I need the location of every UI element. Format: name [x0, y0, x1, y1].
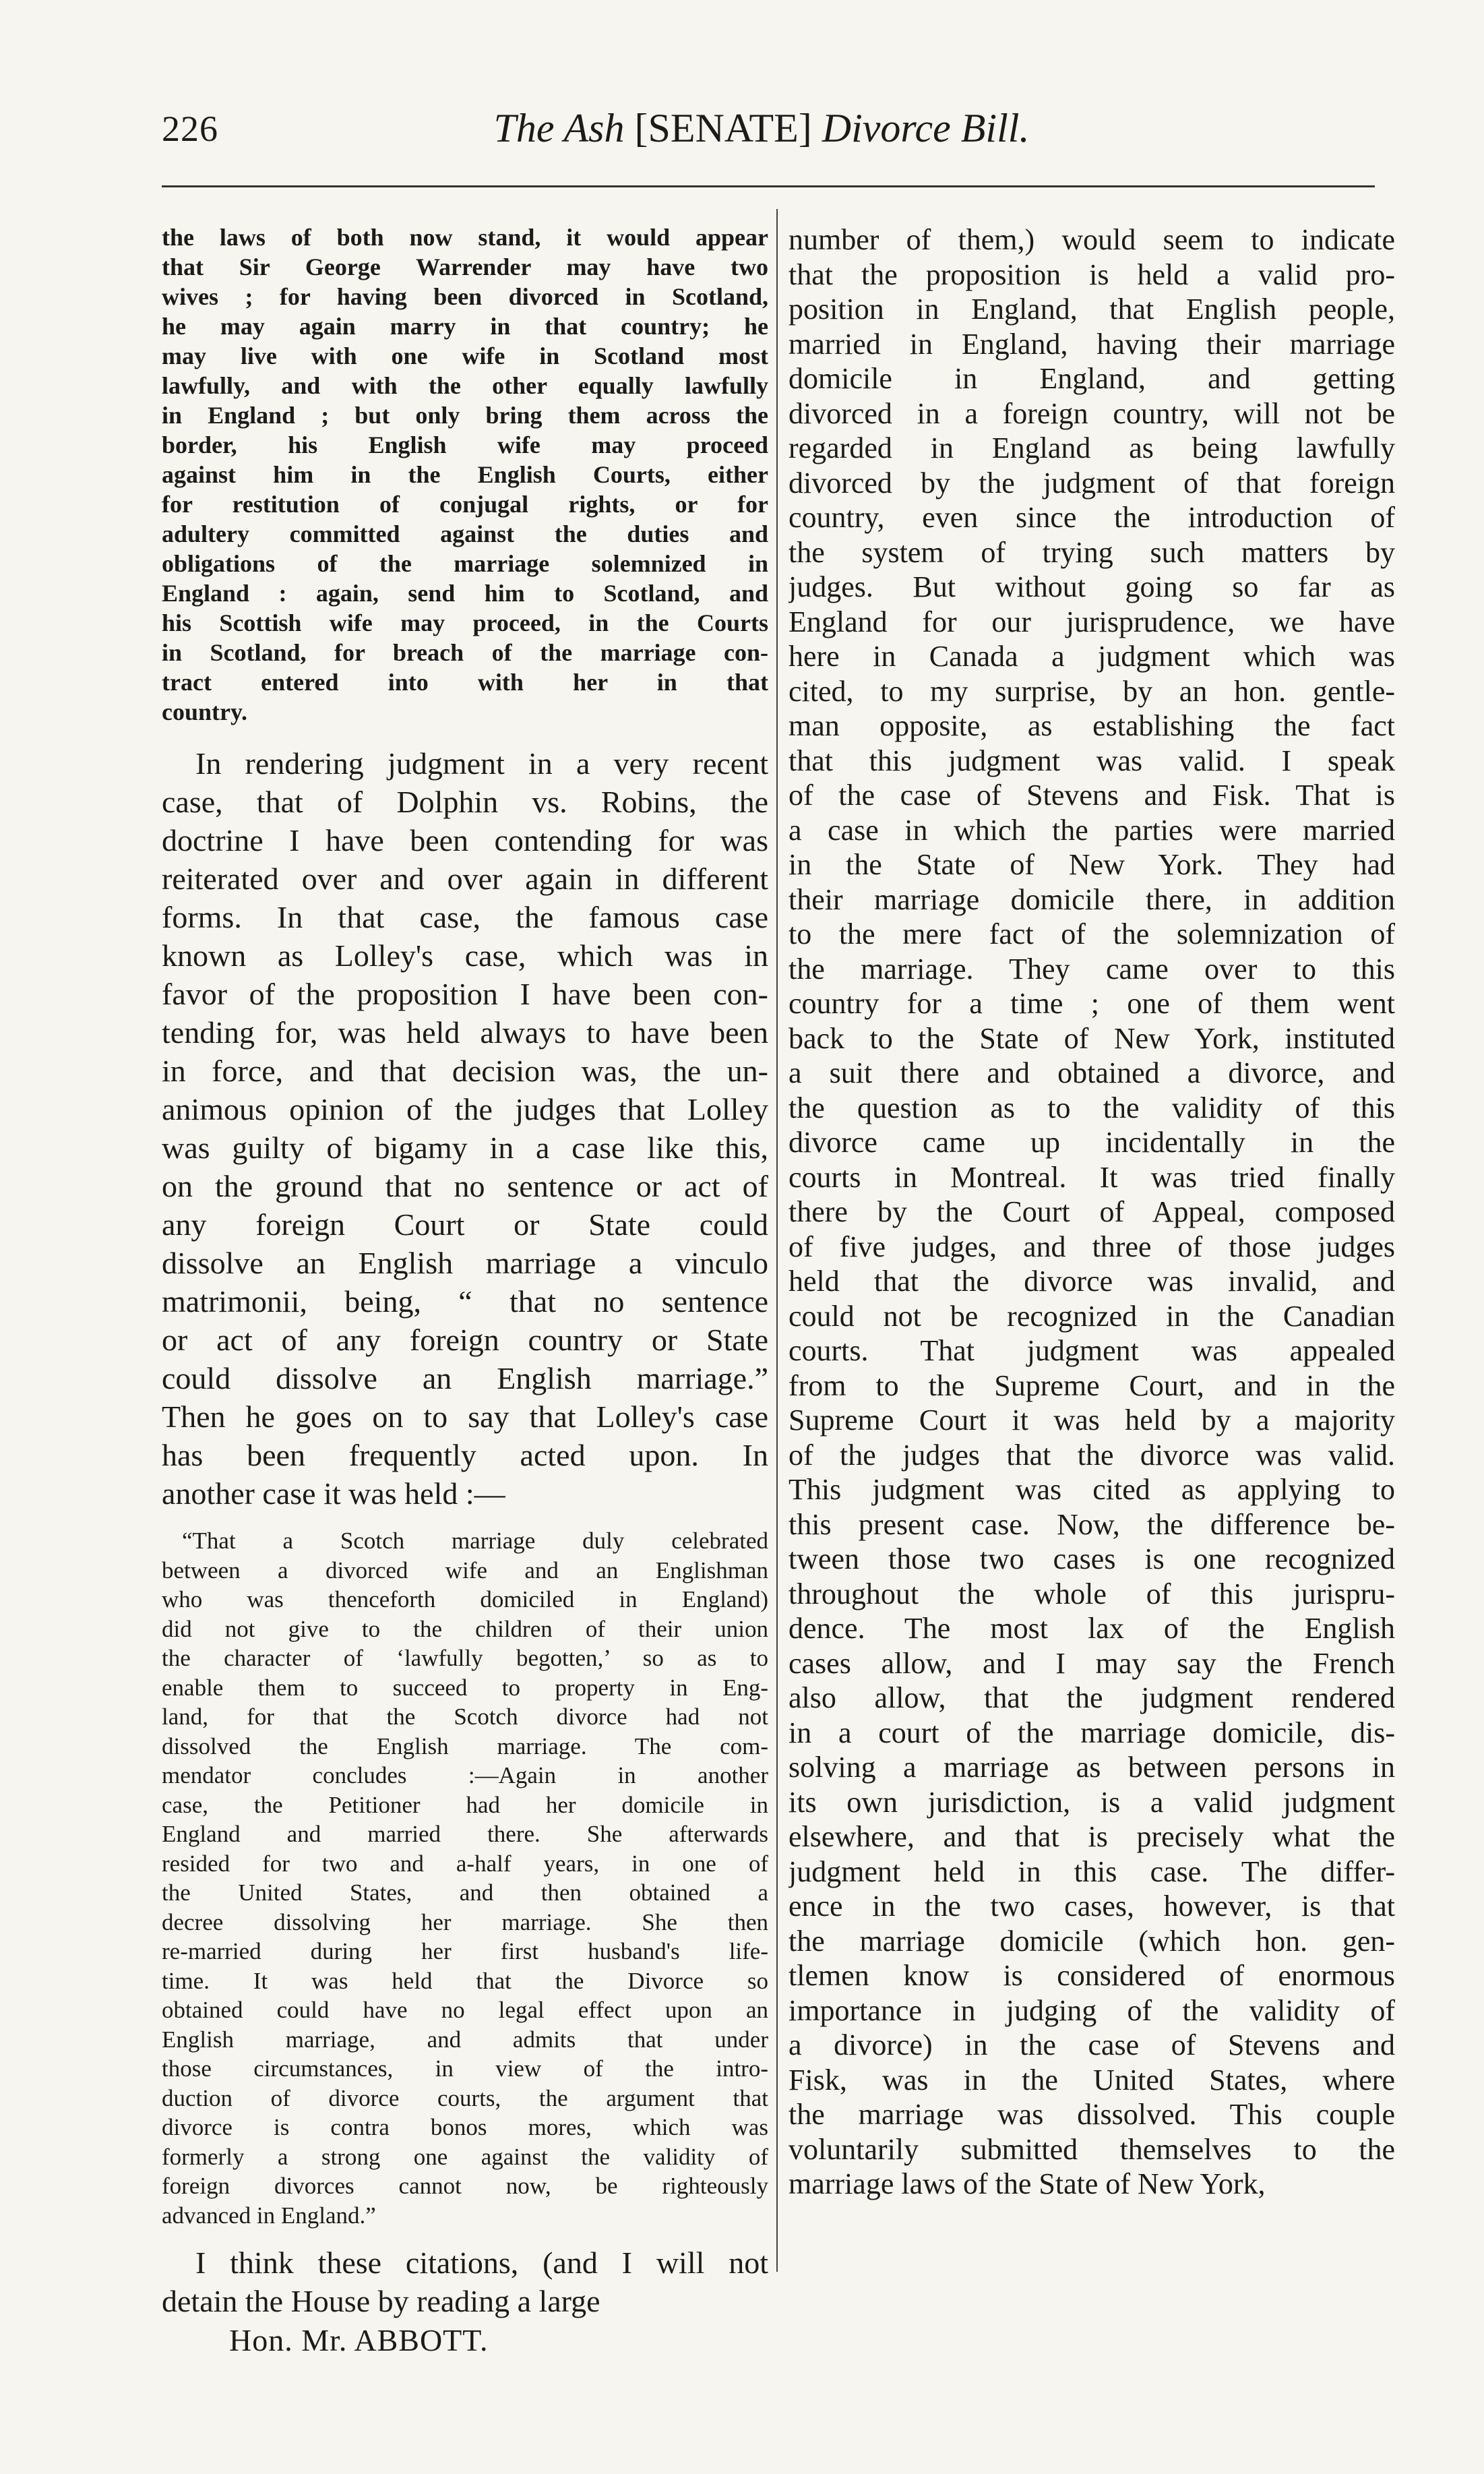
text-line: detain the House by reading a large — [162, 2284, 600, 2318]
text-line: in England ; but only bring them across the — [162, 402, 768, 429]
text-line: the marriage domicile (which hon. gen- — [789, 1924, 1395, 1958]
text-line: may live with one wife in Scotland most — [162, 342, 768, 369]
text-line: this present case. Now, the difference be- — [789, 1507, 1395, 1541]
text-line: throughout the whole of this jurispru- — [789, 1577, 1395, 1610]
text-line: forms. In that case, the famous case — [162, 900, 768, 934]
text-line: courts. That judgment was appealed — [789, 1334, 1395, 1367]
block-quote — [162, 1526, 768, 2230]
text-line: divorced by the judgment of that foreign — [789, 466, 1395, 500]
text-line: cases allow, and I may say the French — [789, 1646, 1395, 1680]
quote-line: foreign divorces cannot now, be righteously — [162, 2173, 768, 2199]
text-line: in Scotland, for breach of the marriage con- — [162, 639, 768, 666]
text-line: or act of any foreign country or State — [162, 1323, 768, 1357]
quote-line: those circumstances, in view of the intro- — [162, 2055, 768, 2082]
text-line: of five judges, and three of those judges — [789, 1230, 1395, 1263]
text-line: domicile in England, and getting — [789, 362, 1395, 395]
quote-line: decree dissolving her marriage. She then — [162, 1908, 768, 1935]
text-line: position in England, that English people, — [789, 293, 1395, 326]
quote-line: England and married there. She afterwards — [162, 1821, 768, 1847]
text-line: Fisk, was in the United States, where — [789, 2063, 1395, 2096]
quote-line: did not give to the children of their union — [162, 1615, 768, 1642]
quote-line: mendator concludes :—Again in another — [162, 1762, 768, 1788]
text-line: regarded in England as being lawfully — [789, 431, 1395, 464]
text-line: tween those two cases is one recognized — [789, 1542, 1395, 1575]
text-line: number of them,) would seem to indicate — [789, 223, 1395, 256]
text-line: he may again marry in that country; he — [162, 313, 768, 340]
text-line: was guilty of bigamy in a case like this, — [162, 1130, 768, 1165]
text-line: divorce came up incidentally in the — [789, 1126, 1395, 1159]
paragraph-continued — [162, 222, 768, 727]
text-line: Supreme Court it was held by a majority — [789, 1404, 1395, 1437]
text-line: Then he goes on to say that Lolley's case — [162, 1399, 768, 1434]
text-line: for restitution of conjugal rights, or for — [162, 491, 768, 518]
text-line: In rendering judgment in a very recent — [195, 746, 768, 781]
text-line: has been frequently acted upon. In — [162, 1438, 768, 1472]
text-line: his Scottish wife may proceed, in the Courts — [162, 609, 768, 636]
text-line: favor of the proposition I have been con- — [162, 977, 768, 1011]
text-line: ence in the two cases, however, is that — [789, 1890, 1395, 1923]
column-divider — [776, 209, 778, 2272]
text-line: of the case of Stevens and Fisk. That is — [789, 779, 1395, 812]
text-line: that the proposition is held a valid pro- — [789, 258, 1395, 291]
text-line: marriage laws of the State of New York, — [789, 2167, 1266, 2200]
text-line: the marriage was dissolved. This couple — [789, 2098, 1395, 2131]
quote-line: enable them to succeed to property in Eng- — [162, 1674, 768, 1701]
text-line: that Sir George Warrender may have two — [162, 253, 768, 280]
text-line: there by the Court of Appeal, composed — [789, 1195, 1395, 1228]
text-line: their marriage domicile there, in addition — [789, 882, 1395, 916]
text-line: tract entered into with her in that — [162, 669, 768, 696]
text-line: importance in judging of the validity of — [789, 1993, 1395, 2027]
page-number: 226 — [162, 109, 218, 149]
text-line: reiterated over and over again in different — [162, 862, 768, 896]
quote-line: advanced in England.” — [162, 2202, 376, 2229]
running-head-house: [SENATE] — [634, 106, 812, 150]
text-line: I think these citations, (and I will not — [195, 2245, 768, 2280]
text-line: border, his English wife may proceed — [162, 431, 768, 458]
text-line: matrimonii, being, “ that no sentence — [162, 1284, 768, 1319]
text-line: cited, to my surprise, by an hon. gentle- — [789, 674, 1395, 708]
text-line: could dissolve an English marriage.” — [162, 1361, 768, 1395]
text-line: the laws of both now stand, it would appear — [162, 224, 768, 251]
text-line: elsewhere, and that is precisely what the — [789, 1820, 1395, 1853]
text-line: wives ; for having been divorced in Scotland, — [162, 283, 768, 310]
text-line: in a court of the marriage domicile, dis- — [789, 1716, 1395, 1749]
text-line: the marriage. They came over to this — [789, 952, 1395, 986]
text-line: animous opinion of the judges that Lolley — [162, 1092, 768, 1126]
paragraph-dolphin-robins — [162, 744, 768, 1513]
text-line: another case it was held :— — [162, 1476, 505, 1511]
text-line: back to the State of New York, instituted — [789, 1021, 1395, 1055]
text-line: in the State of New York. They had — [789, 848, 1395, 881]
text-line: could not be recognized in the Canadian — [789, 1299, 1395, 1333]
quote-line: dissolved the English marriage. The com- — [162, 1732, 768, 1759]
quote-line: land, for that the Scotch divorce had not — [162, 1703, 768, 1730]
text-line: from to the Supreme Court, and in the — [789, 1368, 1395, 1402]
text-line: England for our jurisprudence, we have — [789, 605, 1395, 638]
text-line: This judgment was cited as applying to — [789, 1473, 1395, 1506]
text-line: country for a time ; one of them went — [789, 987, 1395, 1020]
text-line: obligations of the marriage solemnized in — [162, 550, 768, 577]
text-line: a suit there and obtained a divorce, and — [789, 1056, 1395, 1089]
header-rule — [162, 185, 1375, 187]
paragraph-citations — [162, 2243, 768, 2320]
text-line: lawfully, and with the other equally lawfully — [162, 372, 768, 399]
text-line: man opposite, as establishing the fact — [789, 709, 1395, 742]
text-line: voluntarily submitted themselves to the — [789, 2132, 1395, 2166]
quote-line: English marriage, and admits that under — [162, 2026, 768, 2053]
text-line: dence. The most lax of the English — [789, 1612, 1395, 1645]
text-line: dissolve an English marriage a vinculo — [162, 1246, 768, 1280]
paragraph-stevens-fisk — [789, 222, 1395, 2202]
text-line: of the judges that the divorce was valid. — [789, 1438, 1395, 1472]
quote-line: case, the Petitioner had her domicile in — [162, 1791, 768, 1818]
text-line: any foreign Court or State could — [162, 1207, 768, 1242]
running-head-subject: Divorce Bill. — [822, 106, 1030, 150]
text-line: to the mere fact of the solemnization of — [789, 917, 1395, 951]
text-line: a divorce) in the case of Stevens and — [789, 2028, 1395, 2061]
text-line: doctrine I have been contending for was — [162, 823, 768, 857]
text-line: country. — [162, 698, 248, 725]
quote-line: obtained could have no legal effect upon an — [162, 1997, 768, 2023]
quote-line: duction of divorce courts, the argument that — [162, 2084, 768, 2111]
text-line: that this judgment was valid. I speak — [789, 744, 1395, 777]
running-head-title: The Ash — [493, 106, 625, 150]
text-line: tlemen know is considered of enormous — [789, 1959, 1395, 1992]
text-line: held that the divorce was invalid, and — [789, 1265, 1395, 1298]
text-line: judgment held in this case. The differ- — [789, 1854, 1395, 1888]
text-line: solving a marriage as between persons in — [789, 1751, 1395, 1784]
quote-line: who was thenceforth domiciled in England) — [162, 1586, 768, 1612]
text-line: its own jurisdiction, is a valid judgment — [789, 1785, 1395, 1819]
quote-line: divorce is contra bonos mores, which was — [162, 2114, 768, 2140]
text-line: courts in Montreal. It was tried finally — [789, 1160, 1395, 1194]
text-line: adultery committed against the duties and — [162, 520, 768, 547]
text-line: against him in the English Courts, either — [162, 461, 768, 488]
quote-line: the character of ‘lawfully begotten,’ so as to — [162, 1645, 768, 1671]
quote-line: “That a Scotch marriage duly celebrated — [182, 1528, 768, 1554]
text-line: a case in which the parties were married — [789, 813, 1395, 847]
right-column — [789, 222, 1395, 2202]
text-line: married in England, having their marriage — [789, 327, 1395, 361]
page-header — [162, 101, 1361, 162]
text-line: known as Lolley's case, which was in — [162, 938, 768, 973]
quote-line: re-married during her first husband's life- — [162, 1938, 768, 1964]
text-line: on the ground that no sentence or act of — [162, 1169, 768, 1203]
quote-line: between a divorced wife and an Englishman — [162, 1557, 768, 1583]
text-line: judges. But without going so far as — [789, 570, 1395, 603]
text-line: England : again, send him to Scotland, and — [162, 580, 768, 607]
quote-line: resided for two and a-half years, in one of — [162, 1850, 768, 1877]
text-line: here in Canada a judgment which was — [789, 640, 1395, 673]
text-line: country, even since the introduction of — [789, 501, 1395, 534]
page-footer-speaker: Hon. Mr. ABBOTT. — [229, 2323, 489, 2357]
text-line: case, that of Dolphin vs. Robins, the — [162, 785, 768, 819]
left-column — [162, 222, 768, 2320]
quote-line: the United States, and then obtained a — [162, 1879, 768, 1906]
text-line: in force, and that decision was, the un- — [162, 1054, 768, 1088]
text-line: the system of trying such matters by — [789, 535, 1395, 569]
quote-line: time. It was held that the Divorce so — [162, 1967, 768, 1994]
quote-line: formerly a strong one against the validity of — [162, 2143, 768, 2170]
text-line: tending for, was held always to have been — [162, 1015, 768, 1050]
text-line: also allow, that the judgment rendered — [789, 1681, 1395, 1714]
running-head — [162, 105, 1361, 152]
text-line: the question as to the validity of this — [789, 1091, 1395, 1124]
text-line: divorced in a foreign country, will not be — [789, 396, 1395, 430]
